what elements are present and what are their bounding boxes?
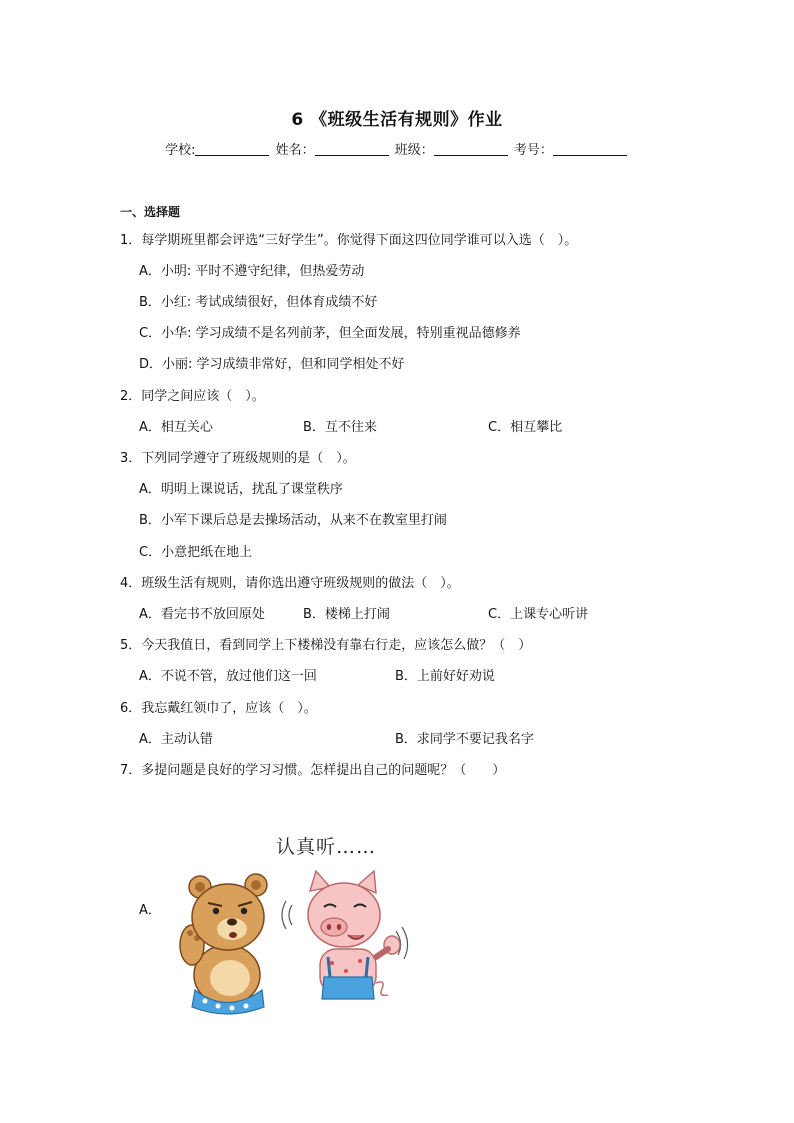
class-blank[interactable]	[434, 142, 508, 156]
question-2-stem: 2．同学之间应该（ ）。	[120, 389, 265, 404]
question-7-option-a-label[interactable]: A．	[139, 903, 161, 918]
question-2-option-c[interactable]: C．相互攀比	[488, 420, 563, 435]
question-6-option-a[interactable]: A．主动认错	[139, 732, 213, 747]
section-title: 一、选择题	[120, 205, 181, 219]
pig-tail	[376, 982, 388, 996]
question-4-option-b[interactable]: B．楼梯上打闹	[303, 607, 390, 622]
school-blank[interactable]	[195, 142, 269, 156]
question-2-option-b[interactable]: B．互不往来	[303, 420, 377, 435]
page-title: 6 《班级生活有规则》作业	[291, 110, 503, 130]
question-1-stem: 1．每学期班里都会评选“三好学生”。你觉得下面这四位同学谁可以入选（ ）。	[120, 233, 578, 248]
question-5-stem: 5．今天我值日，看到同学上下楼梯没有靠右行走，应该怎么做？（ ）	[120, 638, 532, 653]
bear-and-pig-illustration	[170, 865, 420, 1015]
question-3-option-c[interactable]: C．小意把纸在地上	[139, 545, 253, 560]
pig-snout	[321, 918, 347, 936]
illustration-caption: 认真听……	[276, 836, 377, 858]
pig-head	[308, 883, 380, 947]
name-blank[interactable]	[315, 142, 389, 156]
question-1-option-b[interactable]: B．小红: 考试成绩很好，但体育成绩不好	[139, 295, 378, 310]
bear-figure	[180, 874, 267, 1014]
question-1-option-a[interactable]: A．小明: 平时不遵守纪律，但热爱劳动	[139, 264, 365, 279]
question-4-option-c[interactable]: C．上课专心听讲	[488, 607, 589, 622]
question-4-stem: 4．班级生活有规则，请你选出遵守班级规则的做法（ ）。	[120, 576, 460, 591]
question-4-option-a[interactable]: A．看完书不放回原处	[139, 607, 265, 622]
pig-overalls	[322, 977, 374, 999]
question-2-option-a[interactable]: A．相互关心	[139, 420, 213, 435]
pig-motion-lines-left	[282, 901, 292, 929]
bear-head	[192, 884, 264, 950]
name-label: 姓名：	[275, 143, 315, 158]
question-3-option-a[interactable]: A．明明上课说话，扰乱了课堂秩序	[139, 482, 343, 497]
question-7-stem: 7．多提问题是良好的学习习惯。怎样提出自己的问题呢？（ ）	[120, 763, 506, 778]
question-1-option-c[interactable]: C．小华: 学习成绩不是名列前茅，但全面发展，特别重视品德修养	[139, 326, 521, 341]
question-3-stem: 3．下列同学遵守了班级规则的是（ ）。	[120, 451, 356, 466]
question-5-option-a[interactable]: A．不说不管，放过他们这一回	[139, 669, 317, 684]
bear-belly	[210, 960, 250, 996]
question-5-option-b[interactable]: B．上前好好劝说	[395, 669, 495, 684]
question-6-stem: 6．我忘戴红领巾了，应该（ ）。	[120, 701, 317, 716]
pig-figure	[282, 871, 408, 999]
question-3-option-b[interactable]: B．小军下课后总是去操场活动，从来不在教室里打闹	[139, 513, 447, 528]
question-1-option-d[interactable]: D．小丽: 学习成绩非常好，但和同学相处不好	[139, 357, 405, 372]
student-info-line	[0, 139, 794, 158]
exam-number-blank[interactable]	[553, 142, 627, 156]
question-6-option-b[interactable]: B．求同学不要记我名字	[395, 732, 534, 747]
class-label: 班级：	[394, 143, 434, 158]
exam-number-label: 考号：	[513, 143, 553, 158]
school-label: 学校:	[165, 143, 196, 158]
